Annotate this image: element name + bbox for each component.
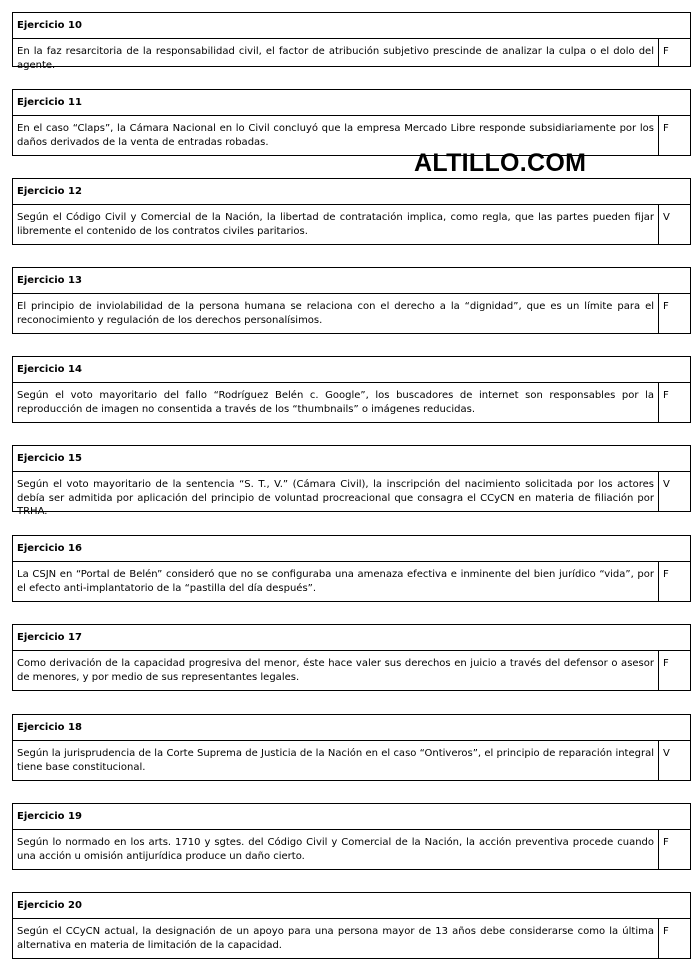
exercise-answer: F	[663, 658, 669, 669]
exercise-17	[12, 624, 691, 691]
exercise-statement: En el caso “Claps”, la Cámara Nacional en lo Civil concluyó que la empresa Mercado Libre responde subsidiariamente por los daños derivados de la venta de entradas robadas.	[13, 116, 659, 155]
exercise-13	[12, 267, 691, 334]
exercise-statement: En la faz resarcitoria de la responsabilidad civil, el factor de atribución subjetivo prescinde de analizar la culpa o el dolo del agente.	[13, 39, 659, 66]
exercise-row	[13, 205, 690, 244]
exercise-row	[13, 919, 690, 958]
exercise-row	[13, 39, 690, 71]
exercise-18	[12, 714, 691, 781]
exercise-answer: F	[663, 390, 669, 401]
exercise-row	[13, 651, 690, 690]
exercise-title: Ejercicio 10	[13, 13, 690, 39]
exercise-answer: F	[663, 926, 669, 937]
exercise-14	[12, 356, 691, 423]
exercise-16	[12, 535, 691, 602]
exercise-row	[13, 741, 690, 780]
exercise-answer: F	[663, 301, 669, 312]
exercise-statement: Según lo normado en los arts. 1710 y sgtes. del Código Civil y Comercial de la Nación, la acción preventiva procede cuando una acción u omisión antijurídica produce un daño cierto.	[13, 830, 659, 869]
exercise-19	[12, 803, 691, 870]
exercise-15	[12, 445, 691, 517]
exercise-title: Ejercicio 17	[13, 625, 690, 651]
exercise-answer: V	[663, 212, 670, 223]
exercise-title: Ejercicio 18	[13, 715, 690, 741]
exercise-title: Ejercicio 15	[13, 446, 690, 472]
exercise-row	[13, 383, 690, 422]
exercise-10	[12, 12, 691, 71]
exercise-12	[12, 178, 691, 245]
exercise-title: Ejercicio 14	[13, 357, 690, 383]
exercise-statement: Según el voto mayoritario del fallo “Rodríguez Belén c. Google”, los buscadores de internet son responsables por la reproducción de imagen no consentida a través de los “thumbnails” o imágenes reducidas.	[13, 383, 659, 422]
exercise-title: Ejercicio 16	[13, 536, 690, 562]
exercise-answer: F	[663, 837, 669, 848]
exercise-statement: El principio de inviolabilidad de la persona humana se relaciona con el derecho a la “dignidad”, que es un límite para el reconocimiento y regulación de los derechos personalísimos.	[13, 294, 659, 333]
exercise-row	[13, 472, 690, 517]
exercise-row	[13, 830, 690, 869]
exercise-statement: Según la jurisprudencia de la Corte Suprema de Justicia de la Nación en el caso “Ontiveros”, el principio de reparación integral tiene base constitucional.	[13, 741, 659, 780]
exercise-row	[13, 562, 690, 601]
exercise-title: Ejercicio 20	[13, 893, 690, 919]
exercise-title: Ejercicio 19	[13, 804, 690, 830]
exercise-row	[13, 294, 690, 333]
exercise-title: Ejercicio 12	[13, 179, 690, 205]
exercise-answer: F	[663, 569, 669, 580]
exercise-answer: V	[663, 479, 670, 490]
exercise-11	[12, 89, 691, 156]
exercise-20	[12, 892, 691, 959]
exercise-answer: F	[663, 46, 669, 57]
exercise-statement: Según el voto mayoritario de la sentencia “S. T., V.” (Cámara Civil), la inscripción del nacimiento solicitada por los actores debía ser admitida por aplicación del principio de voluntad procreacional que consagra el CCyCN en materia de filiación por TRHA.	[13, 472, 659, 511]
exercise-statement: La CSJN en “Portal de Belén” consideró que no se configuraba una amenaza efectiva e inminente del bien jurídico “vida”, por el efecto anti-implantatorio de la “pastilla del día después”.	[13, 562, 659, 601]
watermark: ALTILLO.COM	[414, 149, 587, 177]
exercise-answer: F	[663, 123, 669, 134]
exercise-statement: Según el Código Civil y Comercial de la Nación, la libertad de contratación implica, como regla, que las partes pueden fijar libremente el contenido de los contratos civiles paritarios.	[13, 205, 659, 244]
exercise-title: Ejercicio 11	[13, 90, 690, 116]
exercise-statement: Según el CCyCN actual, la designación de un apoyo para una persona mayor de 13 años debe considerarse como la última alternativa en materia de limitación de la capacidad.	[13, 919, 659, 958]
exercise-answer: V	[663, 748, 670, 759]
exercise-statement: Como derivación de la capacidad progresiva del menor, éste hace valer sus derechos en juicio a través del defensor o asesor de menores, y por medio de sus representantes legales.	[13, 651, 659, 690]
exercise-title: Ejercicio 13	[13, 268, 690, 294]
exercise-row	[13, 116, 690, 155]
